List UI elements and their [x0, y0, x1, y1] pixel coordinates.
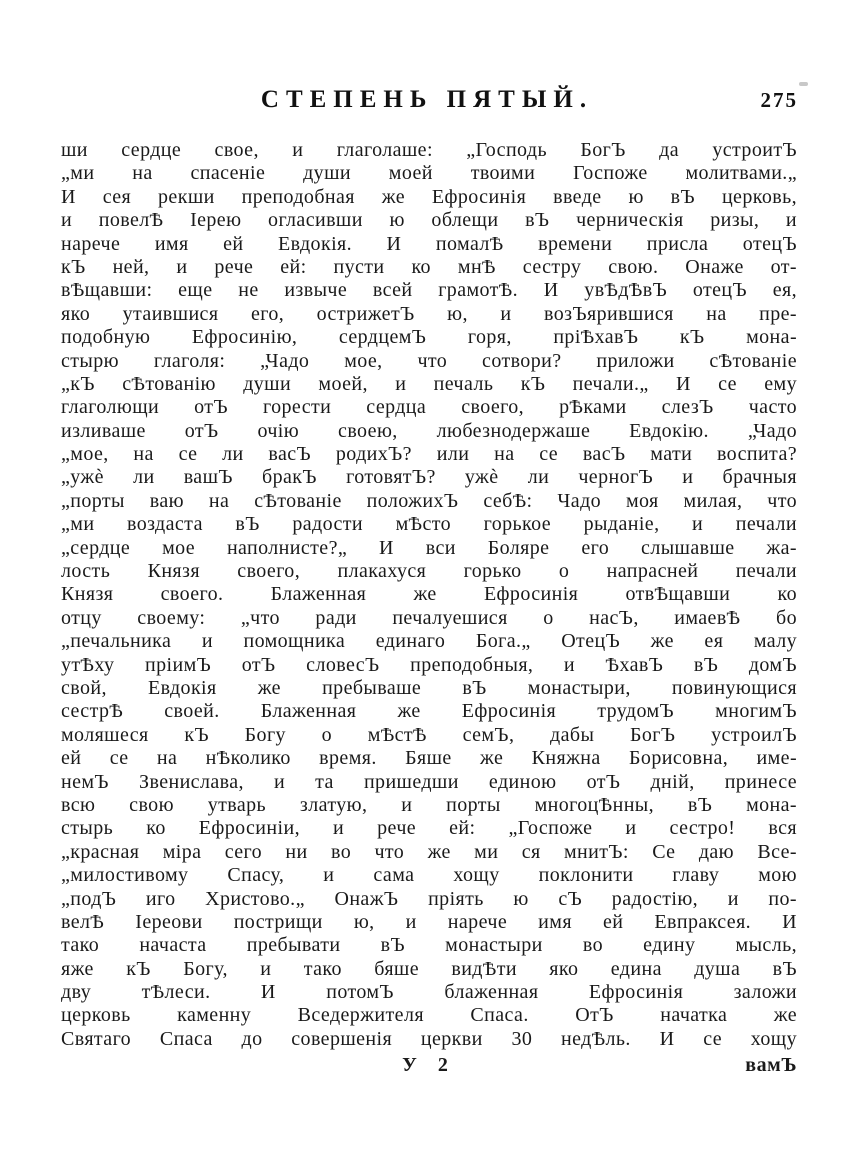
text-line: Князя своего. Блаженная же Ефросинія отвѢщавши ко [61, 583, 797, 606]
text-line: лость Князя своего, плакахуся горько о напрасней печали [61, 560, 797, 583]
text-line: сестрѢ своей. Блаженная же Ефросинія трудомЪ многимЪ [61, 700, 797, 723]
text-line: немЪ Звенислава, и та пришедши единою отЪ дній, принесе [61, 770, 797, 793]
text-line: „кЪ сѢтованію души моей, и печаль кЪ печали.„ И се ему [61, 372, 797, 395]
text-line: „ужѐ ли вашЪ бракЪ готовятЪ? ужѐ ли черногЪ и брачныя [61, 466, 797, 489]
text-line: ей се на нѢколико время. Бяше же Княжна Борисовна, име- [61, 747, 797, 770]
text-line: стырю глаголя: „Чадо мое, что сотвори? приложи сѢтованіе [61, 349, 797, 372]
text-line: дву тѢлеси. И потомЪ блаженная Ефросинія заложи [61, 981, 797, 1004]
text-line: „печальника и помощника единаго Бога.„ ОтецЪ же ея малу [61, 630, 797, 653]
page-number: 275 [760, 88, 798, 112]
footer-row [61, 1054, 797, 1080]
text-line: тако начаста пребывати вЪ монастыри во едину мысль, [61, 934, 797, 957]
catchword: вамЪ [745, 1054, 797, 1077]
text-line: церковь каменну Вседержителя Спаса. ОтЪ начатка же [61, 1004, 797, 1027]
page-header [0, 0, 854, 116]
text-line: „порты ваю на сѢтованіе положихЪ себѢ: Чадо моя милая, что [61, 489, 797, 512]
text-line: „милостивому Спасу, и сама хощу поклонити главу мою [61, 864, 797, 887]
text-line: и повелѢ Іерею огласивши ю облещи вЪ черническія ризы, и [61, 209, 797, 232]
running-head: СТЕПЕНЬ ПЯТЫЙ. [260, 85, 594, 114]
text-line: моляшеся кЪ Богу о мѢстѢ семЪ, дабы БогЪ устроилЪ [61, 723, 797, 746]
text-line: „ми воздаста вЪ радости мѢсто горькое рыданіе, и печали [61, 513, 797, 536]
text-line: подобную Ефросинію, сердцемЪ горя, пріѢхавЪ кЪ мона- [61, 326, 797, 349]
text-line: вѢщавши: еще не извыче всей грамотѢ. И увѢдѢвЪ отецЪ ея, [61, 279, 797, 302]
text-line: утѢху пріимЪ отЪ словесЪ преподобныя, и ѢхавЪ вЪ домЪ [61, 653, 797, 676]
text-line: изливаше отЪ очію своею, любезнодержаше Евдокію. „Чадо [61, 419, 797, 442]
text-line: нарече имя ей Евдокія. И помалѢ времени присла отецЪ [61, 232, 797, 255]
text-line: „подЪ иго Христово.„ ОнажЪ пріять ю сЪ радостію, и по- [61, 887, 797, 910]
text-line: отцу своему: „что ради печалуешися о насЪ, имаевѢ бо [61, 606, 797, 629]
text-line: яже кЪ Богу, и тако бяше видѢти яко едина душа вЪ [61, 957, 797, 980]
signature-mark: У 2 [402, 1054, 456, 1077]
text-line: ши сердце свое, и глаголаше: „Господь БогЪ да устроитЪ [61, 139, 797, 161]
text-line: „красная міра сего ни во что же ми ся мнитЪ: Се даю Все- [61, 840, 797, 863]
text-line: И сея рекши преподобная же Ефросинія введе ю вЪ церковь, [61, 185, 797, 208]
text-line: глаголющи отЪ горести сердца своего, рѢками слезЪ часто [61, 396, 797, 419]
body-text [61, 139, 797, 1051]
text-line: яко утаившися его, острижетЪ ю, и возЪярившися на пре- [61, 302, 797, 325]
text-line: кЪ ней, и рече ей: пусти ко мнѢ сестру свою. Онаже от- [61, 255, 797, 278]
text-line: „сердце мое наполнисте?„ И вси Боляре его слышавше жа- [61, 536, 797, 559]
text-line: „ми на спасеніе души моей твоими Госпоже молитвами.„ [61, 162, 797, 185]
text-line: велѢ Іереови пострищи ю, и нарече имя ей Евпраксея. И [61, 910, 797, 933]
text-line: стырь ко Ефросиніи, и рече ей: „Госпоже и сестро! вся [61, 817, 797, 840]
text-line: „мое, на се ли васЪ родихЪ? или на се васЪ мати воспита? [61, 443, 797, 466]
text-line: Святаго Спаса до совершенія церкви 30 недѢль. И се хощу [61, 1027, 797, 1050]
text-line: свой, Евдокія же пребываше вЪ монастыри, повинующися [61, 676, 797, 699]
text-line: всю свою утварь златую, и порты многоцѢнны, вЪ мона- [61, 793, 797, 816]
